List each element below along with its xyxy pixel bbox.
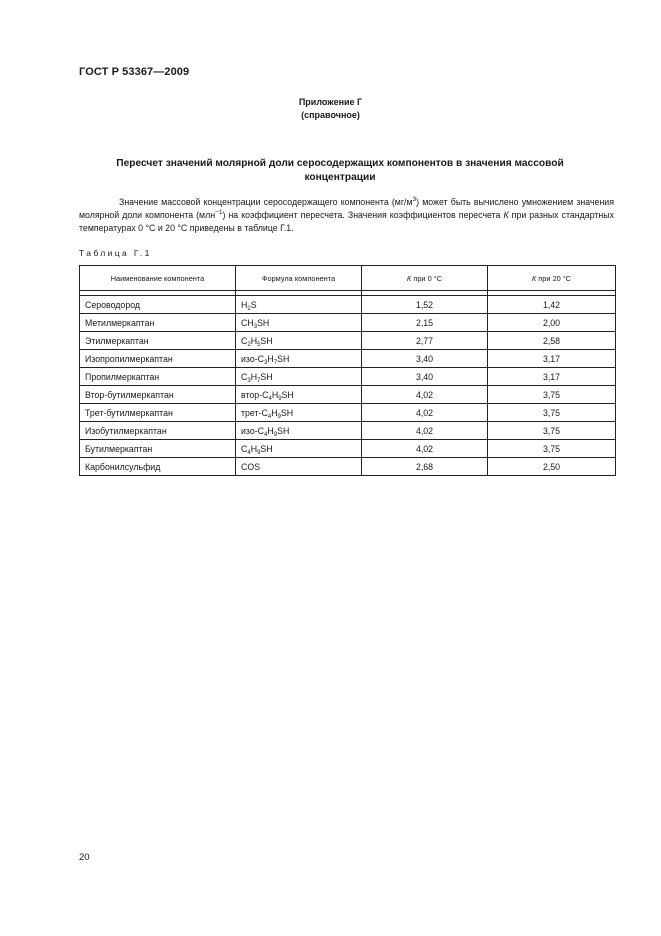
cell-component-formula <box>236 458 362 476</box>
cell-k-0c: 3,40 <box>362 368 488 386</box>
formula-text: изо-C <box>241 425 265 436</box>
formula-text: H <box>267 425 274 436</box>
cell-k-0c: 3,40 <box>362 350 488 368</box>
formula-subscript: 3 <box>247 377 251 384</box>
cell-k-20c: 3,17 <box>488 368 616 386</box>
cell-k-20c: 1,42 <box>488 296 616 314</box>
header-component-name: Наименование компонента <box>80 266 236 291</box>
formula-subscript: 9 <box>257 449 261 456</box>
unit-superscript-minus-1: −1 <box>215 209 223 216</box>
appendix-title: Приложение Г <box>298 97 363 107</box>
cell-k-20c: 3,75 <box>488 386 616 404</box>
table-row <box>80 458 616 476</box>
body-paragraph <box>79 196 614 235</box>
cell-k-0c: 1,52 <box>362 296 488 314</box>
cell-component-formula <box>236 440 362 458</box>
cell-component-name: Изопропилмеркаптан <box>80 350 236 368</box>
formula-text: трет-C <box>241 407 268 418</box>
cell-k-0c: 4,02 <box>362 422 488 440</box>
formula-text: SH <box>280 407 294 418</box>
cell-component-formula <box>236 368 362 386</box>
cell-component-name: Изобутилмеркаптан <box>80 422 236 440</box>
cell-k-20c: 2,58 <box>488 332 616 350</box>
table-row <box>80 368 616 386</box>
paragraph-text <box>79 196 614 235</box>
formula-subscript: 9 <box>273 431 278 438</box>
formula-text: COS <box>241 461 261 472</box>
formula-text: C <box>241 371 248 382</box>
cell-component-name: Трет-бутилмеркаптан <box>80 404 236 422</box>
appendix-title-block <box>0 96 661 122</box>
table-row <box>80 332 616 350</box>
table-body <box>80 291 616 476</box>
header-k-20c <box>488 266 616 291</box>
table-row <box>80 386 616 404</box>
formula-subscript: 7 <box>257 377 261 384</box>
cell-component-name: Пропилмеркаптан <box>80 368 236 386</box>
table-header-row <box>80 266 616 291</box>
conversion-table <box>79 265 616 476</box>
formula-text: S <box>250 299 257 310</box>
paragraph-segment-4: при разных стандартных температурах 0 °С и 20 °С приведены в таблице Г.1. <box>79 210 614 233</box>
paragraph-segment-3: ) на коэффициент пересчета. Значения коэффициентов пересчета <box>222 210 504 220</box>
cell-k-20c: 2,50 <box>488 458 616 476</box>
cell-component-name: Метилмеркаптан <box>80 314 236 332</box>
cell-component-name: Сероводород <box>80 296 236 314</box>
cell-k-20c: 3,17 <box>488 350 616 368</box>
formula-subscript: 4 <box>264 431 268 438</box>
formula-text: H <box>267 353 274 364</box>
unit-superscript-3: 3 <box>412 196 417 203</box>
cell-component-formula <box>236 404 362 422</box>
formula-text: SH <box>260 371 273 382</box>
formula-subscript: 5 <box>257 341 261 348</box>
cell-k-0c: 4,02 <box>362 404 488 422</box>
cell-k-20c: 3,75 <box>488 422 616 440</box>
formula-text: H <box>271 407 278 418</box>
table-caption: Таблица Г.1 <box>79 248 152 258</box>
table-row <box>80 296 616 314</box>
formula-subscript: 4 <box>267 413 272 420</box>
cell-component-formula <box>236 296 362 314</box>
formula-text: C <box>241 443 248 454</box>
formula-subscript: 4 <box>247 449 251 456</box>
formula-subscript: 7 <box>273 359 278 366</box>
cell-component-formula <box>236 422 362 440</box>
cell-k-0c: 2,68 <box>362 458 488 476</box>
header-component-formula: Формула компонента <box>236 266 362 291</box>
appendix-kind: (справочное) <box>301 110 360 120</box>
table-row <box>80 404 616 422</box>
cell-k-20c: 3,75 <box>488 440 616 458</box>
formula-text: CH <box>241 317 254 328</box>
cell-component-name: Втор-бутилмеркаптан <box>80 386 236 404</box>
formula-text: SH <box>260 335 273 346</box>
paragraph-segment-2: ) может быть вычислено умножением значения молярной доли компонента (млн <box>79 197 614 220</box>
cell-component-formula <box>236 350 362 368</box>
header-k20-label: при 20 °С <box>536 273 572 283</box>
cell-component-formula <box>236 386 362 404</box>
cell-k-0c: 4,02 <box>362 440 488 458</box>
header-k0-symbol: К <box>406 273 412 283</box>
cell-component-formula <box>236 314 362 332</box>
cell-k-0c: 4,02 <box>362 386 488 404</box>
formula-text: SH <box>260 443 273 454</box>
standard-code: ГОСТ Р 53367—2009 <box>79 66 190 78</box>
cell-k-0c: 2,15 <box>362 314 488 332</box>
section-heading-line-2: концентрации <box>304 172 376 183</box>
table-row <box>80 350 616 368</box>
cell-k-20c: 2,00 <box>488 314 616 332</box>
cell-component-name: Карбонилсульфид <box>80 458 236 476</box>
formula-text: SH <box>277 353 290 364</box>
formula-subscript: 9 <box>277 413 281 420</box>
paragraph-segment-1: Значение массовой концентрации серосодержащего компонента (мг/м <box>119 197 413 207</box>
header-k0-label: при 0 °С <box>411 273 443 283</box>
table-row <box>80 314 616 332</box>
header-k20-symbol: К <box>531 273 537 283</box>
formula-text: H <box>250 371 258 382</box>
formula-text: SH <box>277 425 290 436</box>
cell-component-name: Бутилмеркаптан <box>80 440 236 458</box>
formula-text: SH <box>257 317 270 328</box>
table-row <box>80 422 616 440</box>
cell-k-20c: 3,75 <box>488 404 616 422</box>
formula-text: втор-C <box>241 389 269 400</box>
formula-text: H <box>271 389 279 400</box>
formula-text: C <box>241 335 248 346</box>
cell-component-formula <box>236 332 362 350</box>
header-k-0c <box>362 266 488 291</box>
table-row <box>80 440 616 458</box>
formula-text: изо-C <box>241 353 265 364</box>
formula-subscript: 9 <box>278 395 282 402</box>
formula-subscript: 3 <box>253 323 258 330</box>
section-heading <box>90 157 590 185</box>
coefficient-symbol: К <box>503 210 509 220</box>
formula-subscript: 2 <box>247 341 251 348</box>
formula-text: SH <box>281 389 294 400</box>
cell-component-name: Этилмеркаптан <box>80 332 236 350</box>
formula-subscript: 3 <box>264 359 268 366</box>
page-number: 20 <box>79 852 90 863</box>
cell-k-0c: 2,77 <box>362 332 488 350</box>
formula-text: H <box>250 443 258 454</box>
formula-text: H <box>241 299 248 310</box>
formula-subscript: 4 <box>268 395 272 402</box>
formula-text: H <box>250 335 258 346</box>
formula-subscript: 2 <box>247 305 251 312</box>
section-heading-line-1: Пересчет значений молярной доли серосодержащих компонентов в значения массовой <box>116 158 564 169</box>
